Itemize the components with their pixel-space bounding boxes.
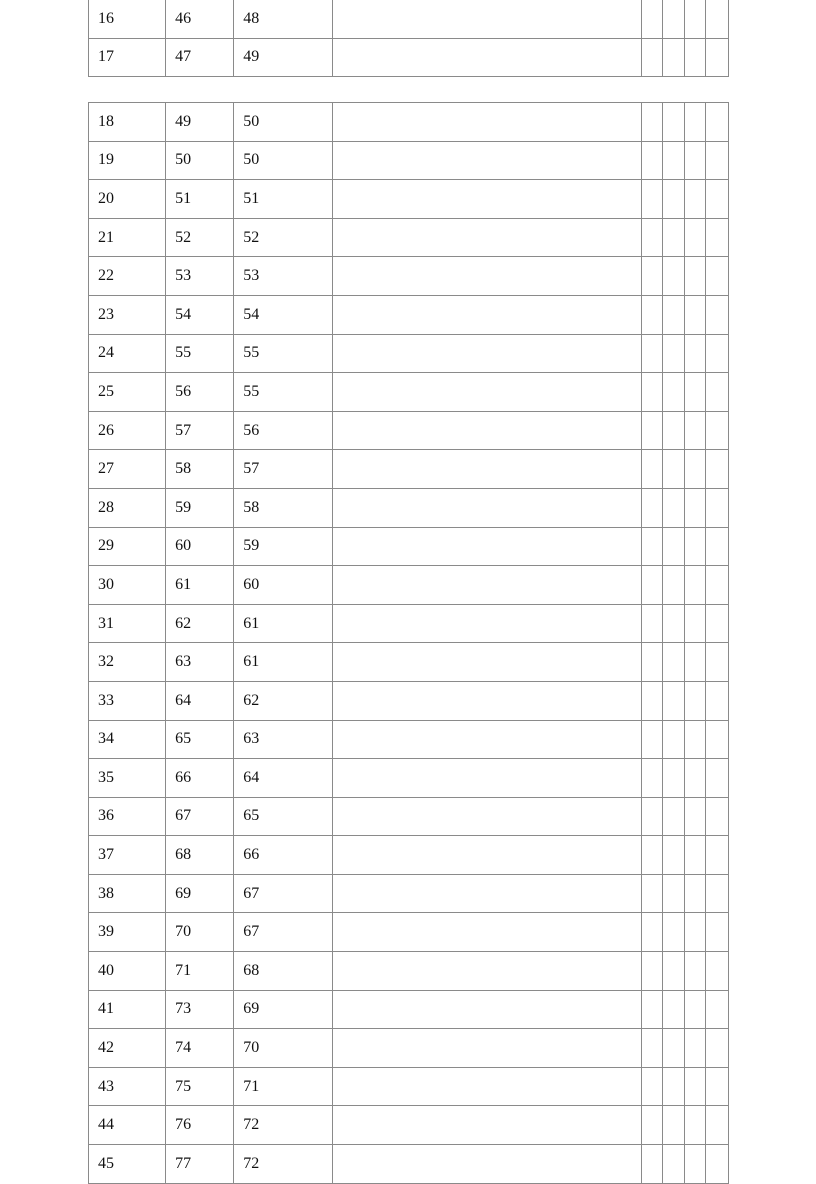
empty-cell: [662, 913, 684, 952]
table-cell: 30: [89, 566, 166, 605]
empty-cell: [662, 450, 684, 489]
table-cell: 20: [89, 180, 166, 219]
empty-cell: [662, 836, 684, 875]
empty-cell: [705, 913, 728, 952]
empty-cell: [333, 411, 641, 450]
empty-cell: [333, 913, 641, 952]
table-cell: 32: [89, 643, 166, 682]
empty-cell: [333, 141, 641, 180]
table-row: [89, 643, 729, 682]
table-row: [89, 257, 729, 296]
table-cell: 70: [166, 913, 234, 952]
empty-cell: [662, 874, 684, 913]
empty-cell: [333, 38, 641, 77]
empty-cell: [662, 38, 684, 77]
empty-cell: [662, 1067, 684, 1106]
table-cell: 26: [89, 411, 166, 450]
table-row: [89, 566, 729, 605]
empty-cell: [641, 0, 662, 38]
table-row: [89, 334, 729, 373]
empty-cell: [641, 874, 662, 913]
empty-cell: [662, 1029, 684, 1068]
table-cell: 61: [234, 604, 333, 643]
empty-cell: [641, 759, 662, 798]
empty-cell: [641, 411, 662, 450]
table-cell: 48: [234, 0, 333, 38]
table-cell: 47: [166, 38, 234, 77]
empty-cell: [684, 103, 705, 142]
table-cell: 59: [234, 527, 333, 566]
table-cell: 40: [89, 952, 166, 991]
empty-cell: [705, 1145, 728, 1184]
data-table-bottom: [88, 102, 729, 1184]
table-cell: 62: [234, 681, 333, 720]
table-row: [89, 720, 729, 759]
table-cell: 53: [234, 257, 333, 296]
table-cell: 55: [234, 373, 333, 412]
empty-cell: [333, 836, 641, 875]
empty-cell: [662, 604, 684, 643]
empty-cell: [333, 218, 641, 257]
table-cell: 74: [166, 1029, 234, 1068]
table-row: [89, 0, 729, 38]
empty-cell: [684, 1145, 705, 1184]
empty-cell: [684, 141, 705, 180]
table-cell: 51: [166, 180, 234, 219]
table-cell: 27: [89, 450, 166, 489]
table-cell: 18: [89, 103, 166, 142]
table-cell: 36: [89, 797, 166, 836]
table-cell: 29: [89, 527, 166, 566]
empty-cell: [333, 373, 641, 412]
empty-cell: [684, 681, 705, 720]
empty-cell: [684, 0, 705, 38]
table-row: [89, 141, 729, 180]
empty-cell: [333, 1029, 641, 1068]
table-row: [89, 681, 729, 720]
empty-cell: [705, 566, 728, 605]
empty-cell: [705, 488, 728, 527]
table-row: [89, 38, 729, 77]
empty-cell: [333, 180, 641, 219]
empty-cell: [705, 681, 728, 720]
empty-cell: [705, 643, 728, 682]
empty-cell: [641, 527, 662, 566]
empty-cell: [684, 643, 705, 682]
empty-cell: [662, 373, 684, 412]
table-cell: 67: [166, 797, 234, 836]
empty-cell: [641, 295, 662, 334]
table-cell: 44: [89, 1106, 166, 1145]
empty-cell: [684, 1067, 705, 1106]
table-cell: 68: [234, 952, 333, 991]
table-cell: 66: [166, 759, 234, 798]
table-row: [89, 295, 729, 334]
table-cell: 54: [234, 295, 333, 334]
empty-cell: [705, 180, 728, 219]
empty-cell: [641, 643, 662, 682]
empty-cell: [662, 643, 684, 682]
table-row: [89, 874, 729, 913]
empty-cell: [705, 797, 728, 836]
empty-cell: [641, 681, 662, 720]
empty-cell: [333, 450, 641, 489]
empty-cell: [684, 797, 705, 836]
table-cell: 61: [166, 566, 234, 605]
empty-cell: [684, 450, 705, 489]
empty-cell: [705, 759, 728, 798]
table-cell: 75: [166, 1067, 234, 1106]
empty-cell: [641, 797, 662, 836]
empty-cell: [641, 1145, 662, 1184]
empty-cell: [662, 759, 684, 798]
empty-cell: [641, 1067, 662, 1106]
empty-cell: [684, 295, 705, 334]
table-row: [89, 527, 729, 566]
table-cell: 52: [234, 218, 333, 257]
table-row: [89, 1067, 729, 1106]
empty-cell: [641, 218, 662, 257]
empty-cell: [662, 103, 684, 142]
table-cell: 76: [166, 1106, 234, 1145]
table-row: [89, 1106, 729, 1145]
empty-cell: [333, 1145, 641, 1184]
table-cell: 33: [89, 681, 166, 720]
empty-cell: [684, 334, 705, 373]
empty-cell: [662, 1106, 684, 1145]
table-body: [89, 0, 729, 77]
table-row: [89, 180, 729, 219]
empty-cell: [705, 103, 728, 142]
table-cell: 61: [234, 643, 333, 682]
table-cell: 50: [166, 141, 234, 180]
table-cell: 72: [234, 1145, 333, 1184]
empty-cell: [684, 566, 705, 605]
table-row: [89, 373, 729, 412]
empty-cell: [684, 218, 705, 257]
table-cell: 50: [234, 141, 333, 180]
empty-cell: [641, 141, 662, 180]
empty-cell: [705, 0, 728, 38]
empty-cell: [333, 0, 641, 38]
empty-cell: [684, 1106, 705, 1145]
empty-cell: [705, 38, 728, 77]
empty-cell: [684, 720, 705, 759]
empty-cell: [684, 836, 705, 875]
empty-cell: [662, 1145, 684, 1184]
table-cell: 54: [166, 295, 234, 334]
table-cell: 45: [89, 1145, 166, 1184]
empty-cell: [641, 990, 662, 1029]
table-cell: 57: [234, 450, 333, 489]
table-cell: 34: [89, 720, 166, 759]
empty-cell: [641, 103, 662, 142]
empty-cell: [684, 180, 705, 219]
table-cell: 56: [166, 373, 234, 412]
table-cell: 63: [166, 643, 234, 682]
empty-cell: [684, 373, 705, 412]
empty-cell: [333, 604, 641, 643]
empty-cell: [684, 38, 705, 77]
table-row: [89, 913, 729, 952]
table-cell: 60: [166, 527, 234, 566]
empty-cell: [684, 1029, 705, 1068]
table-cell: 71: [234, 1067, 333, 1106]
table-cell: 21: [89, 218, 166, 257]
empty-cell: [705, 218, 728, 257]
empty-cell: [333, 797, 641, 836]
table-row: [89, 411, 729, 450]
table-cell: 50: [234, 103, 333, 142]
table-cell: 71: [166, 952, 234, 991]
table-cell: 17: [89, 38, 166, 77]
empty-cell: [684, 913, 705, 952]
empty-cell: [333, 874, 641, 913]
table-cell: 53: [166, 257, 234, 296]
empty-cell: [333, 1067, 641, 1106]
table-cell: 41: [89, 990, 166, 1029]
table-cell: 38: [89, 874, 166, 913]
table-row: [89, 797, 729, 836]
empty-cell: [684, 604, 705, 643]
empty-cell: [333, 720, 641, 759]
table-cell: 16: [89, 0, 166, 38]
data-table-top: [88, 0, 729, 77]
empty-cell: [705, 141, 728, 180]
table-cell: 70: [234, 1029, 333, 1068]
empty-cell: [333, 681, 641, 720]
table-cell: 69: [234, 990, 333, 1029]
empty-cell: [684, 527, 705, 566]
table-cell: 42: [89, 1029, 166, 1068]
table-cell: 64: [234, 759, 333, 798]
empty-cell: [705, 1106, 728, 1145]
table-cell: 65: [166, 720, 234, 759]
empty-cell: [662, 952, 684, 991]
empty-cell: [641, 257, 662, 296]
table-cell: 23: [89, 295, 166, 334]
table-row: [89, 952, 729, 991]
empty-cell: [641, 720, 662, 759]
table-cell: 22: [89, 257, 166, 296]
table-cell: 52: [166, 218, 234, 257]
table-cell: 58: [166, 450, 234, 489]
table-row: [89, 450, 729, 489]
empty-cell: [662, 990, 684, 1029]
empty-cell: [641, 334, 662, 373]
empty-cell: [705, 1029, 728, 1068]
table-cell: 67: [234, 913, 333, 952]
table-row: [89, 990, 729, 1029]
table-row: [89, 759, 729, 798]
table-row: [89, 1029, 729, 1068]
empty-cell: [333, 488, 641, 527]
table-cell: 25: [89, 373, 166, 412]
table-cell: 64: [166, 681, 234, 720]
empty-cell: [705, 334, 728, 373]
table-cell: 49: [166, 103, 234, 142]
empty-cell: [641, 373, 662, 412]
empty-cell: [333, 952, 641, 991]
table-cell: 72: [234, 1106, 333, 1145]
table-cell: 59: [166, 488, 234, 527]
empty-cell: [662, 180, 684, 219]
empty-cell: [662, 218, 684, 257]
table-cell: 39: [89, 913, 166, 952]
table-cell: 67: [234, 874, 333, 913]
empty-cell: [705, 604, 728, 643]
table-cell: 31: [89, 604, 166, 643]
table-cell: 65: [234, 797, 333, 836]
table-cell: 46: [166, 0, 234, 38]
table-row: [89, 1145, 729, 1184]
empty-cell: [662, 411, 684, 450]
table-cell: 19: [89, 141, 166, 180]
empty-cell: [333, 1106, 641, 1145]
empty-cell: [641, 1106, 662, 1145]
empty-cell: [641, 952, 662, 991]
table-cell: 66: [234, 836, 333, 875]
table-cell: 60: [234, 566, 333, 605]
empty-cell: [705, 257, 728, 296]
table-cell: 56: [234, 411, 333, 450]
empty-cell: [333, 295, 641, 334]
table-cell: 43: [89, 1067, 166, 1106]
empty-cell: [662, 334, 684, 373]
empty-cell: [333, 759, 641, 798]
table-cell: 77: [166, 1145, 234, 1184]
empty-cell: [684, 874, 705, 913]
table-row: [89, 604, 729, 643]
empty-cell: [662, 295, 684, 334]
table-cell: 37: [89, 836, 166, 875]
table-cell: 73: [166, 990, 234, 1029]
table-cell: 55: [166, 334, 234, 373]
empty-cell: [684, 990, 705, 1029]
empty-cell: [705, 720, 728, 759]
empty-cell: [333, 527, 641, 566]
table-cell: 51: [234, 180, 333, 219]
empty-cell: [641, 836, 662, 875]
table-cell: 69: [166, 874, 234, 913]
empty-cell: [641, 450, 662, 489]
empty-cell: [641, 38, 662, 77]
empty-cell: [662, 488, 684, 527]
table-cell: 24: [89, 334, 166, 373]
empty-cell: [684, 257, 705, 296]
empty-cell: [684, 488, 705, 527]
table-row: [89, 488, 729, 527]
empty-cell: [333, 257, 641, 296]
empty-cell: [662, 141, 684, 180]
empty-cell: [684, 411, 705, 450]
table-cell: 35: [89, 759, 166, 798]
empty-cell: [662, 0, 684, 38]
empty-cell: [333, 643, 641, 682]
empty-cell: [641, 180, 662, 219]
empty-cell: [705, 990, 728, 1029]
empty-cell: [333, 566, 641, 605]
empty-cell: [705, 874, 728, 913]
empty-cell: [641, 1029, 662, 1068]
table-cell: 55: [234, 334, 333, 373]
empty-cell: [705, 527, 728, 566]
empty-cell: [705, 295, 728, 334]
table-row: [89, 836, 729, 875]
empty-cell: [662, 797, 684, 836]
empty-cell: [705, 450, 728, 489]
table-cell: 62: [166, 604, 234, 643]
empty-cell: [641, 488, 662, 527]
empty-cell: [641, 913, 662, 952]
empty-cell: [333, 334, 641, 373]
table-row: [89, 103, 729, 142]
empty-cell: [641, 604, 662, 643]
empty-cell: [662, 566, 684, 605]
table-cell: 57: [166, 411, 234, 450]
table-cell: 63: [234, 720, 333, 759]
empty-cell: [684, 759, 705, 798]
empty-cell: [684, 952, 705, 991]
table-row: [89, 218, 729, 257]
table-body: [89, 103, 729, 1184]
empty-cell: [662, 681, 684, 720]
empty-cell: [662, 720, 684, 759]
table-cell: 68: [166, 836, 234, 875]
empty-cell: [705, 373, 728, 412]
table-cell: 28: [89, 488, 166, 527]
empty-cell: [641, 566, 662, 605]
empty-cell: [705, 836, 728, 875]
table-cell: 49: [234, 38, 333, 77]
empty-cell: [662, 257, 684, 296]
empty-cell: [662, 527, 684, 566]
empty-cell: [705, 952, 728, 991]
empty-cell: [333, 990, 641, 1029]
empty-cell: [333, 103, 641, 142]
empty-cell: [705, 411, 728, 450]
table-cell: 58: [234, 488, 333, 527]
empty-cell: [705, 1067, 728, 1106]
